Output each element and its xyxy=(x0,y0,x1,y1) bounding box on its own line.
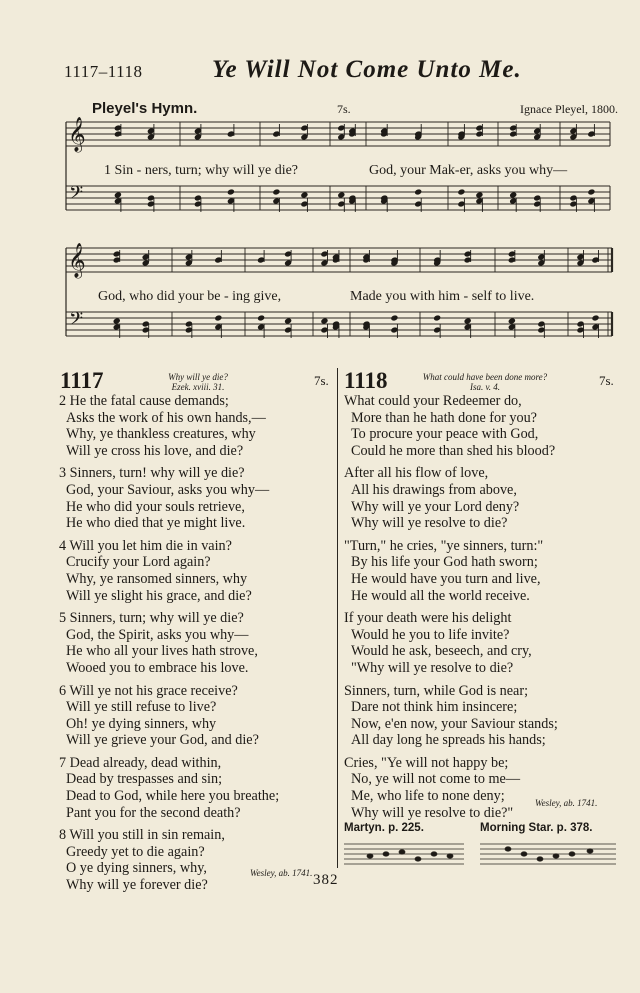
verse-line: To procure your peace with God, xyxy=(351,426,539,443)
verse-line: Oh! ye dying sinners, why xyxy=(66,715,217,732)
page-title: Ye Will Not Come Unto Me. xyxy=(212,56,522,83)
stanza xyxy=(59,538,279,604)
verse-line: Why will ye forever die? xyxy=(66,877,208,894)
verse-line: Will ye grieve your God, and die? xyxy=(66,732,259,749)
verse-line: 5 Sinners, turn; why will ye die? xyxy=(59,610,244,627)
verse-line: Will ye slight his grace, and die? xyxy=(66,587,252,604)
verse-line: Why, ye ransomed sinners, why xyxy=(66,570,248,587)
incipit-note xyxy=(521,852,527,856)
stanza xyxy=(59,683,279,749)
treble-clef: 𝄞 xyxy=(68,117,86,152)
verse-line: If your death were his delight xyxy=(344,610,512,627)
stanza xyxy=(59,755,279,821)
bass-clef: 𝄢 xyxy=(69,183,84,208)
note-head xyxy=(457,188,465,195)
note-head xyxy=(284,317,292,324)
verse-line: No, ye will not come to me— xyxy=(351,771,521,788)
stanza xyxy=(344,610,558,676)
note-head xyxy=(587,188,595,195)
stanza xyxy=(344,755,558,821)
incipit-note xyxy=(537,857,543,861)
verse-line: Dare not think him insincere; xyxy=(351,699,518,716)
incipit-note xyxy=(367,854,373,858)
verse-line: 8 Will you still in sin remain, xyxy=(59,827,225,844)
note-head xyxy=(337,191,345,198)
hymn-1118-meter: 7s. xyxy=(599,373,614,388)
verse-line: Why will ye your Lord deny? xyxy=(351,498,520,515)
stanza xyxy=(344,393,558,459)
verse-line: What could your Redeemer do, xyxy=(344,393,522,409)
note-head xyxy=(414,188,422,195)
verse-line: Why will ye resolve to die? xyxy=(351,515,508,532)
alt-tune-martyn: Martyn. p. 225. xyxy=(344,822,424,834)
hymn-1117-reference xyxy=(158,372,238,392)
verse-line: He who did your souls retrieve, xyxy=(66,498,245,515)
verse-line: 6 Will ye not his grace receive? xyxy=(59,682,238,699)
hymn-1118-signature: Wesley, ab. 1741. xyxy=(535,798,598,808)
verse-line: Wooed you to embrace his love. xyxy=(66,659,249,676)
hymn-1118-ref-title: What could have been done more? xyxy=(422,372,548,382)
verse-line: After all his flow of love, xyxy=(344,465,489,482)
incipit-note xyxy=(383,852,389,856)
lyrics-line-1a: 1 Sin - ners, turn; why will ye die? xyxy=(104,163,299,178)
note-head xyxy=(508,317,516,324)
note-head xyxy=(464,317,472,324)
stanza xyxy=(344,538,558,604)
note-head xyxy=(509,191,517,198)
hymn-1118-reference xyxy=(400,372,570,392)
note-head xyxy=(272,188,280,195)
page-range: 1117–1118 xyxy=(64,62,143,81)
verse-line: Would he ask, beseech, and cry, xyxy=(351,643,532,660)
stanza xyxy=(59,827,279,893)
incipit-note xyxy=(399,850,405,854)
note-head xyxy=(227,188,235,195)
verse-line: 3 Sinners, turn! why will ye die? xyxy=(59,465,245,482)
verse-line: Greedy yet to die again? xyxy=(66,843,205,860)
composer-credit: Ignace Pleyel, 1800. xyxy=(520,102,618,116)
verse-line: God, your Saviour, asks you why— xyxy=(66,481,270,498)
verse-line: More than he hath done for you? xyxy=(351,409,537,426)
verse-line: 2 He the fatal cause demands; xyxy=(59,393,229,409)
incipit-note xyxy=(447,854,453,858)
incipit-note xyxy=(505,847,511,851)
verse-line: He who all your lives hath strove, xyxy=(66,643,258,660)
note-head xyxy=(300,191,308,198)
incipit-note xyxy=(431,852,437,856)
page-number: 382 xyxy=(313,872,339,888)
note-head xyxy=(390,314,398,321)
stanza xyxy=(59,465,279,531)
hymn-number-1117: 1117 xyxy=(60,368,104,393)
column-divider xyxy=(337,368,338,868)
note-head xyxy=(591,314,599,321)
hymn-1117-ref-title: Why will ye die? xyxy=(168,372,228,382)
hymn-1117-signature: Wesley, ab. 1741. xyxy=(250,868,313,878)
verse-line: Dead to God, while here you breathe; xyxy=(66,788,280,805)
verse-line: Crucify your Lord again? xyxy=(66,554,211,571)
verse-line: By his life your God hath sworn; xyxy=(351,554,538,571)
incipit-note xyxy=(587,849,593,853)
verse-line: Would he you to life invite? xyxy=(351,626,510,643)
verse-line: He would all the world receive. xyxy=(351,587,530,604)
note-head xyxy=(475,191,483,198)
verse-line: O ye dying sinners, why, xyxy=(66,860,207,877)
verse-line: Pant you for the second death? xyxy=(66,804,241,821)
verse-line: 4 Will you let him die in vain? xyxy=(59,537,232,554)
note-head xyxy=(214,314,222,321)
note-head xyxy=(433,314,441,321)
stanza xyxy=(344,683,558,749)
verse-line: All his drawings from above, xyxy=(351,481,517,498)
note-head xyxy=(114,191,122,198)
tune-meter: 7s. xyxy=(337,102,351,116)
incipit-note xyxy=(569,852,575,856)
verse-line: Sinners, turn, while God is near; xyxy=(344,682,529,699)
verse-line: He would have you turn and live, xyxy=(351,570,541,587)
verse-line: 7 Dead already, dead within, xyxy=(59,754,222,771)
note-head xyxy=(257,314,265,321)
verse-line: "Turn," he cries, "ye sinners, turn:" xyxy=(344,537,544,554)
hymn-1118-ref-scripture: Isa. v. 4. xyxy=(469,382,501,392)
verse-line: God, the Spirit, asks you why— xyxy=(66,626,249,643)
alt-tune-incipits xyxy=(340,838,620,872)
verse-line: Dead by trespasses and sin; xyxy=(66,771,223,788)
note-head xyxy=(113,317,121,324)
hymn-1117-ref-scripture: Ezek. xviii. 31. xyxy=(171,382,225,392)
verse-line: Why will ye resolve to die?" xyxy=(351,804,514,821)
verse-line: "Why will ye resolve to die? xyxy=(351,659,514,676)
incipit-note xyxy=(415,857,421,861)
tune-name: Pleyel's Hymn. xyxy=(92,100,198,117)
hymn-1117-text xyxy=(59,393,279,900)
verse-line: Me, who life to none deny; xyxy=(351,788,505,805)
incipit-note xyxy=(553,854,559,858)
verse-line: He who died that ye might live. xyxy=(66,515,246,532)
verse-line: Could he more than shed his blood? xyxy=(351,442,556,459)
stanza xyxy=(59,610,279,676)
verse-line: Will ye cross his love, and die? xyxy=(66,442,244,459)
lyrics-line-2b: Made you with him - self to live. xyxy=(350,289,535,304)
lyrics-line-1b: God, your Mak-er, asks you why— xyxy=(369,163,568,178)
stanza xyxy=(344,465,558,531)
verse-line: Asks the work of his own hands,— xyxy=(66,409,266,426)
hymn-1117-meter: 7s. xyxy=(314,373,329,388)
alt-tune-morning-star: Morning Star. p. 378. xyxy=(480,822,593,834)
verse-line: All day long he spreads his hands; xyxy=(351,732,546,749)
verse-line: Will ye still refuse to live? xyxy=(66,699,217,716)
note-head xyxy=(320,317,328,324)
verse-line: Now, e'en now, your Saviour stands; xyxy=(351,715,558,732)
lyrics-line-2a: God, who did your be - ing give, xyxy=(98,289,282,304)
hymn-number-1118: 1118 xyxy=(344,368,388,393)
stanza xyxy=(59,393,279,459)
bass-clef: 𝄢 xyxy=(69,309,84,334)
hymn-1118-text xyxy=(344,393,558,827)
treble-clef: 𝄞 xyxy=(68,243,86,278)
verse-line: Why, ye thankless creatures, why xyxy=(66,426,256,443)
verse-line: Cries, "Ye will not happy be; xyxy=(344,754,509,771)
